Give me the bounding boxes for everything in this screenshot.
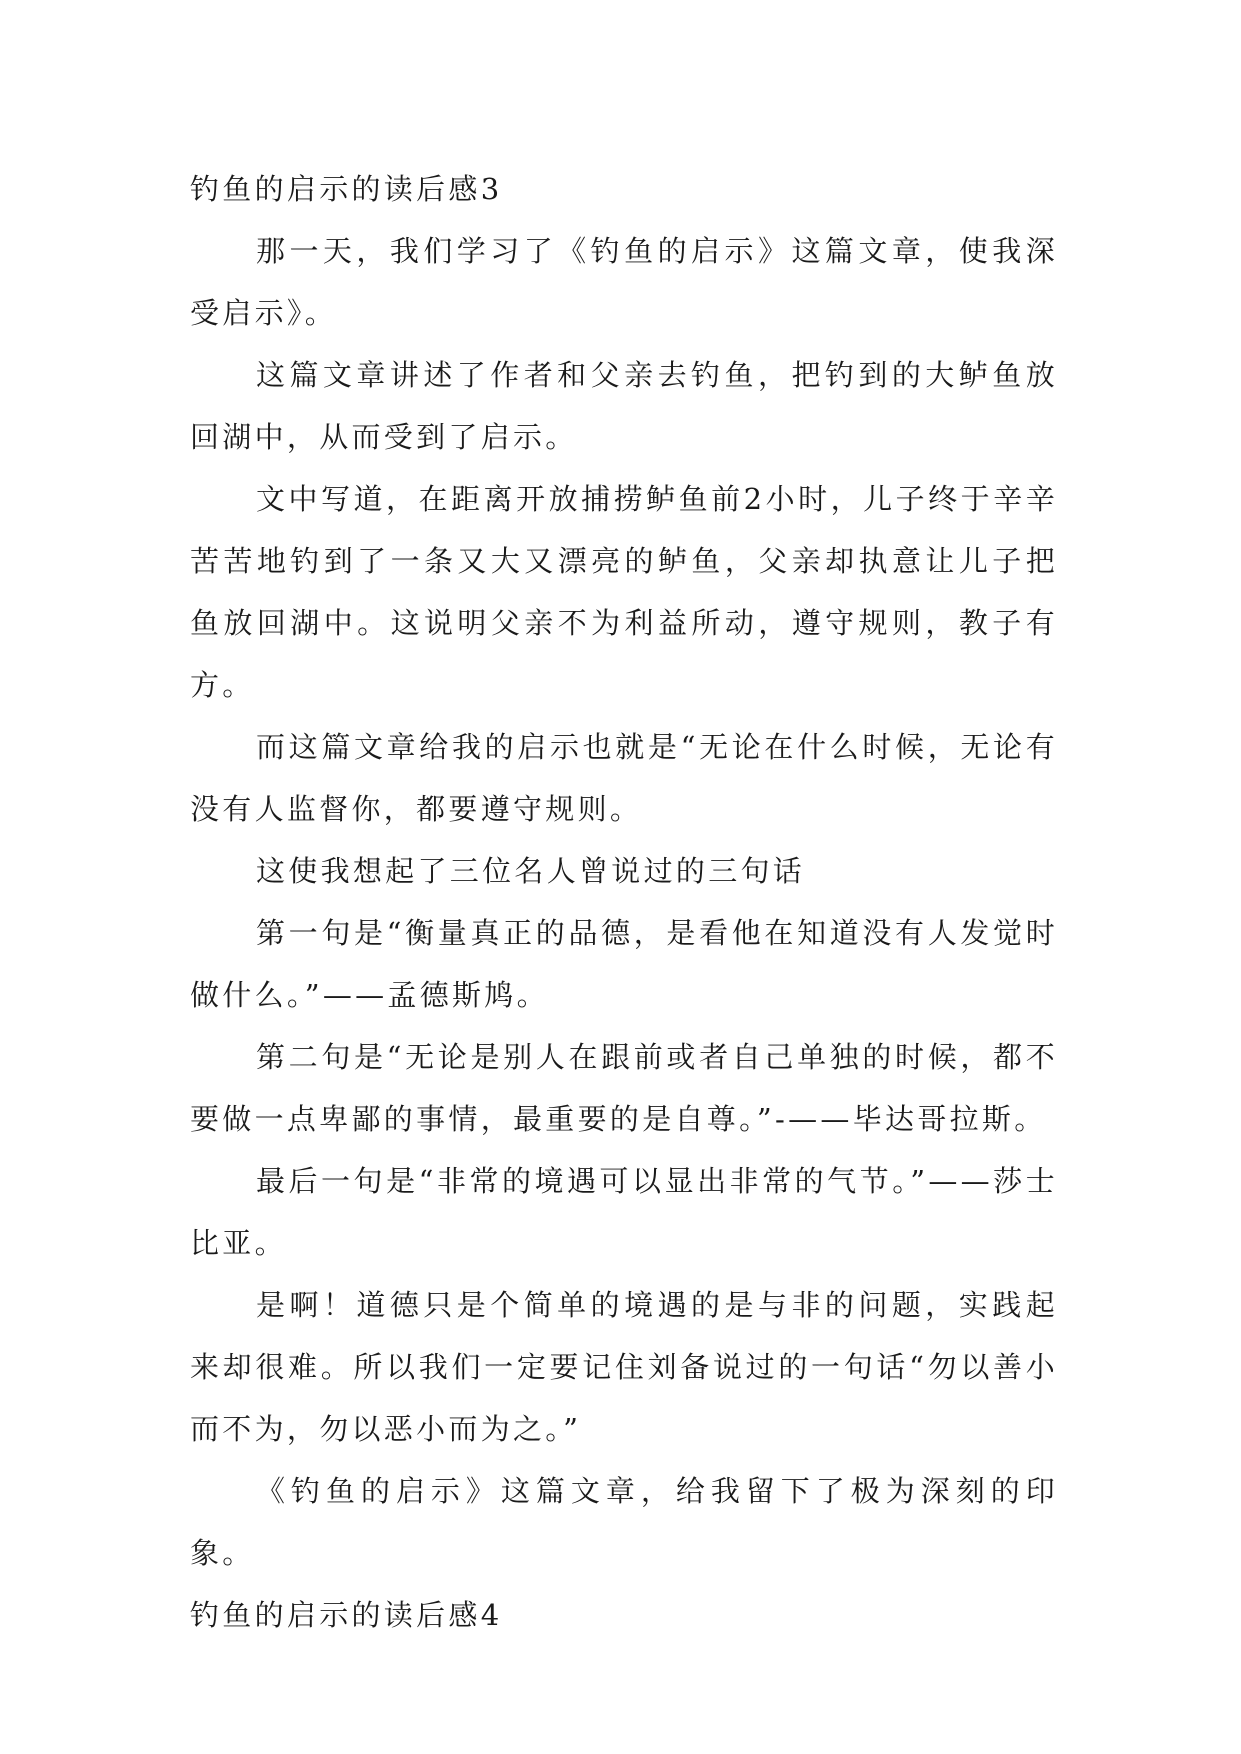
- paragraph: 而这篇文章给我的启示也就是“无论在什么时候，无论有没有人监督你，都要遵守规则。: [190, 730, 1058, 826]
- document-body: [190, 158, 1058, 1646]
- quote-paragraph: 最后一句是“非常的境遇可以显出非常的气节。”——莎士比亚。: [190, 1164, 1058, 1260]
- paragraph: 这篇文章讲述了作者和父亲去钓鱼，把钓到的大鲈鱼放回湖中，从而受到了启示。: [190, 358, 1058, 454]
- section-heading-4: 钓鱼的启示的读后感4: [190, 1598, 503, 1632]
- paragraph: 文中写道，在距离开放捕捞鲈鱼前2小时，儿子终于辛辛苦苦地钓到了一条又大又漂亮的鲈鱼，父亲却执意让儿子把鱼放回湖中。这说明父亲不为利益所动，遵守规则，教子有方。: [190, 482, 1058, 702]
- section-heading-3: 钓鱼的启示的读后感3: [190, 172, 503, 206]
- quote-paragraph: 第一句是“衡量真正的品德，是看他在知道没有人发觉时做什么。”——孟德斯鸠。: [190, 916, 1058, 1012]
- paragraph: 这使我想起了三位名人曾说过的三句话: [256, 854, 806, 888]
- paragraph: 是啊！道德只是个简单的境遇的是与非的问题，实践起来却很难。所以我们一定要记住刘备说过的一句话“勿以善小而不为，勿以恶小而为之。”: [190, 1288, 1058, 1446]
- paragraph: 《钓鱼的启示》这篇文章，给我留下了极为深刻的印象。: [190, 1474, 1058, 1570]
- paragraph: 那一天，我们学习了《钓鱼的启示》这篇文章，使我深受启示》。: [190, 234, 1058, 330]
- quote-paragraph: 第二句是“无论是别人在跟前或者自己单独的时候，都不要做一点卑鄙的事情，最重要的是自尊。”-——毕达哥拉斯。: [190, 1040, 1058, 1136]
